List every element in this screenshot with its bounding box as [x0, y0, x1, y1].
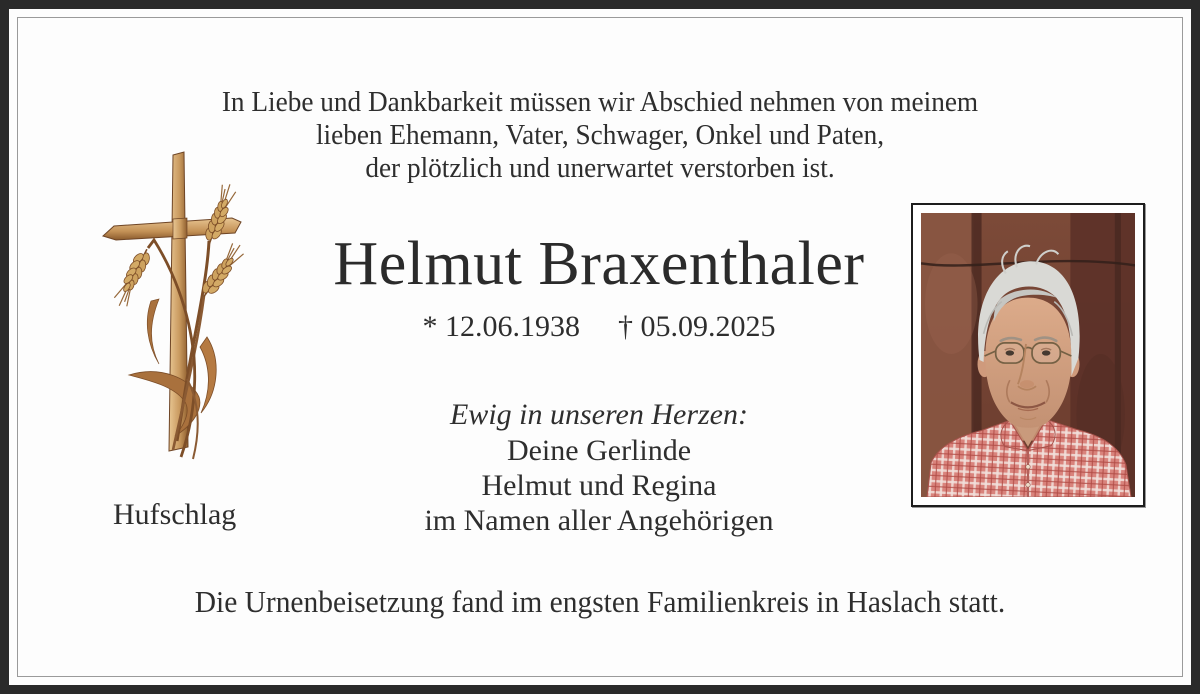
mourner-line-2: Helmut und Regina — [481, 469, 717, 502]
tribute-block — [249, 397, 949, 538]
intro-line-3: der plötzlich und unerwartet verstorben ist. — [365, 152, 835, 184]
intro-line-1: In Liebe und Dankbarkeit müssen wir Abschied nehmen von meinem — [221, 86, 979, 118]
closing-text: Die Urnenbeisetzung fand im engsten Familienkreis in Haslach statt. — [194, 584, 1006, 619]
place-name: Hufschlag — [113, 498, 237, 531]
portrait-photo — [911, 203, 1145, 507]
intro-line-2: lieben Ehemann, Vater, Schwager, Onkel und Paten, — [315, 119, 885, 151]
cross-with-wheat-icon — [89, 139, 269, 469]
tribute-heading: Ewig in unseren Herzen: — [449, 398, 748, 431]
deceased-name: Helmut Braxenthaler — [333, 230, 865, 298]
portrait-illustration — [921, 213, 1135, 497]
mourner-line-3: im Namen aller Angehörigen — [424, 504, 774, 537]
life-dates — [249, 309, 949, 345]
death-date: † 05.09.2025 — [618, 310, 776, 343]
mourner-line-1: Deine Gerlinde — [506, 434, 692, 467]
closing-line — [9, 584, 1191, 620]
birth-date: * 12.06.1938 — [422, 310, 580, 343]
